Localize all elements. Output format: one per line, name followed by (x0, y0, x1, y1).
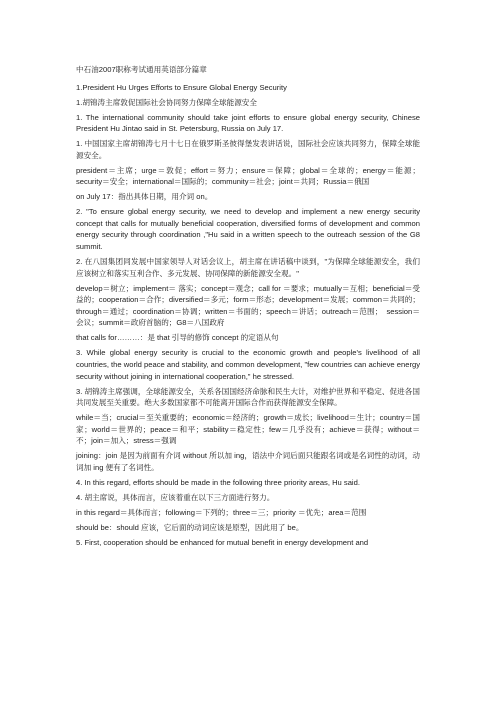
paragraph-1-vocabulary: president＝主席；urge＝敦促；effort＝努力；ensure＝保障；global＝全球的；energy＝能源；security＝安全；international＝国际的；community＝社会；joint＝共同；Russia＝俄国 (76, 165, 420, 187)
paragraph-4-vocabulary: in this regard＝具体而言；following＝下列的；three＝三；priority ＝优先；area＝范围 (76, 507, 367, 517)
paragraph-4-chinese: 4. 胡主席说，具体而言，应该着重在以下三方面进行努力。 (76, 492, 275, 502)
paragraph-4-english: 4. In this regard, efforts should be made in the following three priority areas, Hu said. (76, 477, 360, 487)
paragraph-3-chinese: 3. 胡锦涛主席强调，全球能源安全，关系各国国经济命脉和民生大计，对维护世界和平稳定、促进各国共同发展至关重要。绝大多数国家都不可能离开国际合作而获得能源安全保障。 (76, 386, 420, 408)
paragraph-4-grammar-note: should be：should 应该，它后面的动词应该是原型，因此用了 be。 (76, 522, 304, 532)
paragraph-3-english: 3. While global energy security is crucial to the economic growth and people's livelihood of all countries, the world peace and stability, and common development, "few countries can achieve energy security without joining in international cooperation," he stressed. (76, 348, 420, 381)
paragraph-5-english: 5. First, cooperation should be enhanced for mutual benefit in energy development and (76, 537, 369, 547)
heading-english: 1.President Hu Urges Efforts to Ensure Global Energy Security (76, 82, 287, 92)
document-title: 中石油2007职称考试通用英语部分篇章 (76, 65, 207, 74)
paragraph-2-english: 2. "To ensure global energy security, we need to develop and implement a new energy security concept that calls for mutually beneficial cooperation, diversified forms of development and common energy security through coordination ,"Hu said in a written speech to the outreach session of the G8 summit. (76, 207, 420, 252)
paragraph-2-chinese: 2. 在八国集团同发展中国家领导人对话会议上，胡主席在讲话稿中谈到，"为保障全球能源安全，我们应该树立和落实互利合作、多元发展、协同保障的新能源安全观。" (76, 257, 420, 278)
paragraph-1-chinese: 1. 中国国家主席胡锦涛七月十七日在俄罗斯圣彼得堡发表讲话说，国际社会应该共同努力，保障全球能源安全。 (76, 139, 420, 160)
document-body (76, 64, 420, 552)
paragraph-2-grammar-note: that calls for………：是 that 引导的修饰 concept 的定语从句 (76, 333, 279, 343)
paragraph-2-vocabulary: develop＝树立；implement＝ 落实；concept＝观念；call for ＝要求；mutually＝互相；beneficial＝受益的；cooperation＝合作；diversified＝多元；form＝形态；development＝发展；common＝共同的；through＝通过；coordination＝协调；written＝书面的；speech＝讲话；outreach＝范围； session＝会议；summit＝政府首脑的；G8＝八国政府 (76, 283, 420, 328)
paragraph-3-grammar-note: joining：join 是因为前面有介词 without 所以加 ing，语法中介词后面只能跟名词或是名词性的动词，动词加 ing 便有了名词性。 (76, 451, 420, 472)
paragraph-1-grammar-note: on July 17：指出具体日期，用介词 on。 (76, 192, 213, 202)
paragraph-3-vocabulary: while＝当；crucial＝至关重要的；economic＝经济的；growth＝成长；livelihood＝生计；country＝国家；world＝世界的；peace＝和平；stability＝稳定性；few＝几乎没有；achieve＝获得；without＝不；join＝加入；stress＝强调 (76, 413, 420, 446)
paragraph-1-english: 1. The international community should take joint efforts to ensure global energy security, Chinese President Hu Jintao said in St. Petersburg, Russia on July 17. (76, 112, 420, 134)
heading-chinese: 1.胡锦涛主席敦促国际社会协同努力保障全球能源安全 (76, 97, 257, 107)
